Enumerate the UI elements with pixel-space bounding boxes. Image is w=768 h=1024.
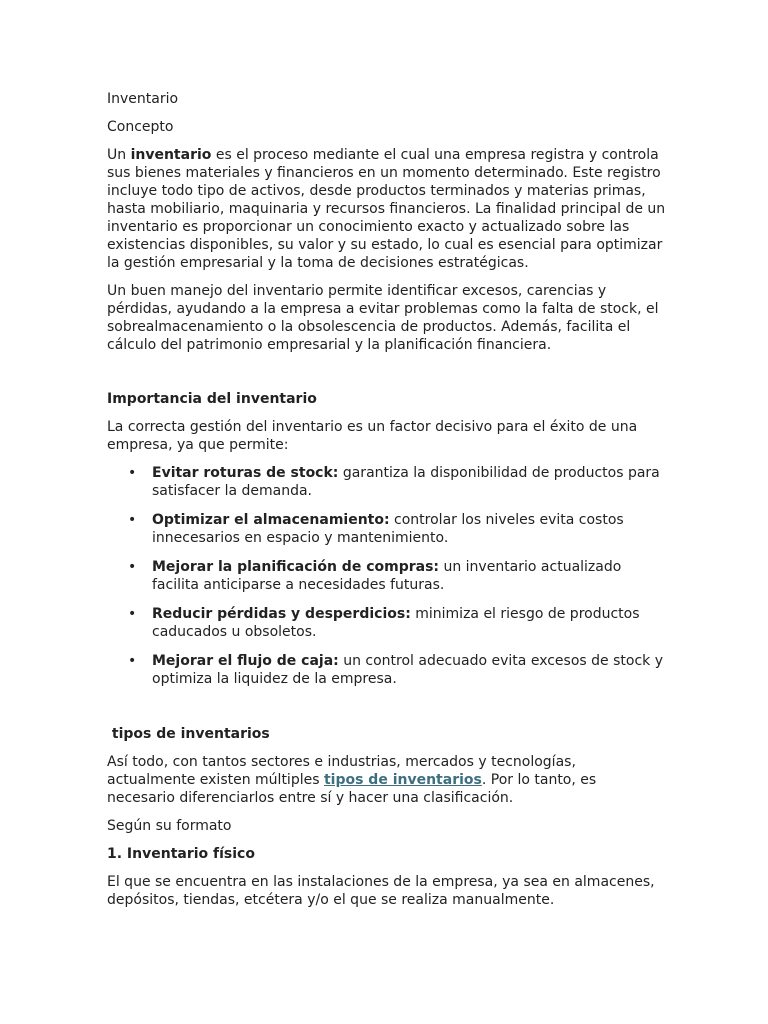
concept-paragraph-start: Un [107, 147, 131, 163]
concept-paragraph [107, 146, 667, 272]
document-title: Inventario [107, 91, 179, 107]
list-item-text: garantiza la disponibilidad de productos para satisfacer la demanda. [152, 465, 660, 499]
list-item-title: Mejorar la planificación de compras: [152, 559, 440, 575]
types-paragraph [107, 753, 667, 807]
importance-list [107, 464, 667, 688]
concept-keyword: inventario [130, 147, 212, 163]
spacer [107, 699, 667, 725]
bullet-icon: • [128, 512, 137, 528]
concept-label: Concepto [107, 119, 174, 135]
list-item [128, 558, 667, 594]
list-item-title: Mejorar el flujo de caja: [152, 653, 339, 669]
list-item [128, 605, 667, 641]
concept-paragraph-rest: es el proceso mediante el cual una empresa registra y controla sus bienes materiales y financieros en un momento determinado. Este registro incluye todo tipo de activos, desde productos terminados y materias primas, hasta mobiliario, maquinaria y recursos financieros. La finalidad principal de un inventario es proporcionar un conocimiento exacto y actualizado sobre las existencias disponibles, su valor y su estado, lo cual es esencial para optimizar la gestión empresarial y la toma de decisiones estratégicas. [107, 147, 666, 271]
list-item-title: Optimizar el almacenamiento: [152, 512, 390, 528]
types-heading: tipos de inventarios [107, 726, 270, 742]
bullet-icon: • [128, 465, 137, 481]
physical-inventory-text: El que se encuentra en las instalaciones de la empresa, ya sea en almacenes, depósitos, tiendas, etcétera y/o el que se realiza manualmente. [107, 874, 655, 908]
list-item-text: controlar los niveles evita costos innecesarios en espacio y mantenimiento. [152, 512, 624, 546]
list-item [128, 511, 667, 547]
list-item [128, 652, 667, 688]
list-item-text: minimiza el riesgo de productos caducados u obsoletos. [152, 606, 640, 640]
types-link[interactable]: tipos de inventarios [323, 772, 482, 788]
types-paragraph-end: . Por lo tanto, es necesario diferenciarlos entre sí y hacer una clasificación. [107, 772, 597, 806]
bullet-icon: • [128, 559, 137, 575]
list-item-title: Evitar roturas de stock: [152, 465, 339, 481]
document-page [107, 90, 667, 919]
list-item-text: un control adecuado evita excesos de stock y optimiza la liquidez de la empresa. [152, 653, 663, 687]
spacer [107, 364, 667, 390]
list-item-title: Reducir pérdidas y desperdicios: [152, 606, 411, 622]
format-label: Según su formato [107, 818, 232, 834]
importance-heading: Importancia del inventario [107, 391, 317, 407]
bullet-icon: • [128, 653, 137, 669]
physical-inventory-heading: 1. Inventario físico [107, 846, 255, 862]
importance-intro: La correcta gestión del inventario es un factor decisivo para el éxito de una empresa, ya que permite: [107, 419, 638, 453]
list-item [128, 464, 667, 500]
list-item-text: un inventario actualizado facilita anticiparse a necesidades futuras. [152, 559, 622, 593]
management-paragraph: Un buen manejo del inventario permite identificar excesos, carencias y pérdidas, ayudando a la empresa a evitar problemas como la falta de stock, el sobrealmacenamiento o la obsolescencia de productos. Además, facilita el cálculo del patrimonio empresarial y la planificación financiera. [107, 283, 659, 353]
types-paragraph-start: Así todo, con tantos sectores e industrias, mercados y tecnologías, actualmente existen múltiples [107, 754, 576, 788]
bullet-icon: • [128, 606, 137, 622]
